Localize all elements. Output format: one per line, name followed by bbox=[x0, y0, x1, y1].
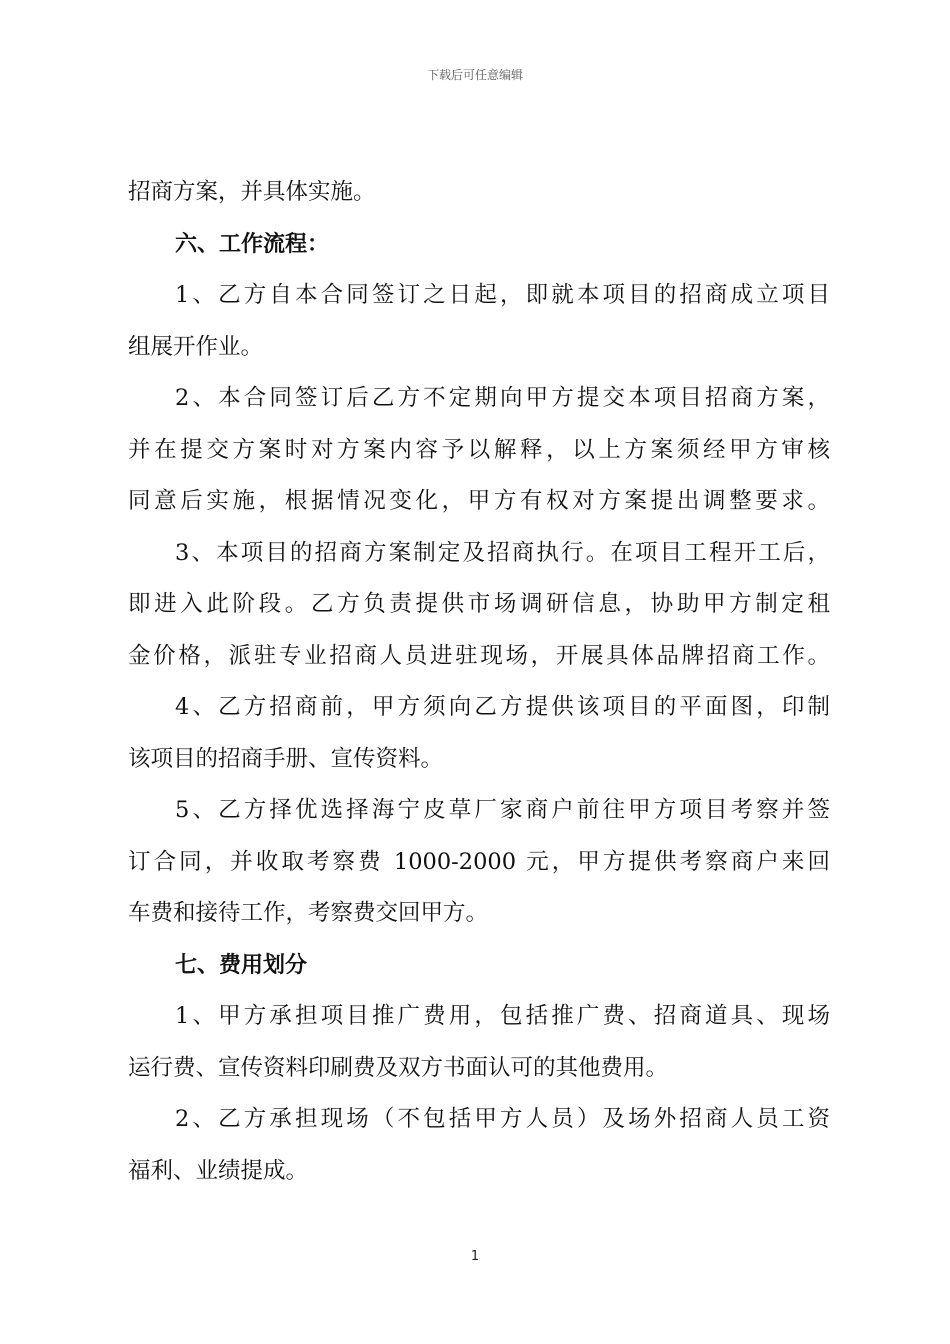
paragraph-line: 4、乙方招商前，甲方须向乙方提供该项目的平面图，印制 bbox=[175, 694, 830, 720]
paragraph-line: 1、甲方承担项目推广费用，包括推广费、招商道具、现场 bbox=[175, 1003, 830, 1029]
paragraph-line: 5、乙方择优选择海宁皮草厂家商户前往甲方项目考察并签 bbox=[175, 797, 830, 823]
paragraph-line: 订合同，并收取考察费 1000-2000 元，甲方提供考察商户来回 bbox=[128, 848, 830, 875]
paragraph-line: 车费和接待工作，考察费交回甲方。 bbox=[128, 900, 489, 926]
paragraph-line: 即进入此阶段。乙方负责提供市场调研信息，协助甲方制定租 bbox=[128, 591, 830, 617]
paragraph-line: 1、乙方自本合同签订之日起，即就本项目的招商成立项目 bbox=[175, 282, 830, 308]
paragraph-line: 福利、业绩提成。 bbox=[128, 1157, 309, 1184]
section-heading-workflow: 六、工作流程： bbox=[175, 231, 330, 257]
paragraph-line: 2、乙方承担现场（不包括甲方人员）及场外招商人员工资 bbox=[175, 1106, 830, 1132]
paragraph-line: 3、本项目的招商方案制定及招商执行。在项目工程开工后， bbox=[175, 539, 830, 566]
paragraph-line: 同意后实施，根据情况变化，甲方有权对方案提出调整要求。 bbox=[128, 488, 830, 514]
document-body bbox=[128, 167, 830, 1197]
section-heading-costs: 七、费用划分 bbox=[175, 952, 308, 978]
paragraph-line: 组展开作业。 bbox=[128, 333, 264, 360]
paragraph-line: 并在提交方案时对方案内容予以解释，以上方案须经甲方审核 bbox=[128, 436, 830, 463]
page-number: 1 bbox=[470, 1249, 480, 1264]
paragraph-line: 运行费、宣传资料印刷费及双方书面认可的其他费用。 bbox=[128, 1054, 669, 1081]
page-header: 下载后可任意编辑 bbox=[426, 68, 523, 82]
paragraph-line: 2、本合同签订后乙方不定期向甲方提交本项目招商方案， bbox=[175, 385, 830, 411]
paragraph-line: 金价格，派驻专业招商人员进驻现场，开展具体品牌招商工作。 bbox=[128, 642, 830, 669]
paragraph-line: 招商方案，并具体实施。 bbox=[128, 179, 376, 205]
paragraph-line: 该项目的招商手册、宣传资料。 bbox=[128, 745, 444, 772]
